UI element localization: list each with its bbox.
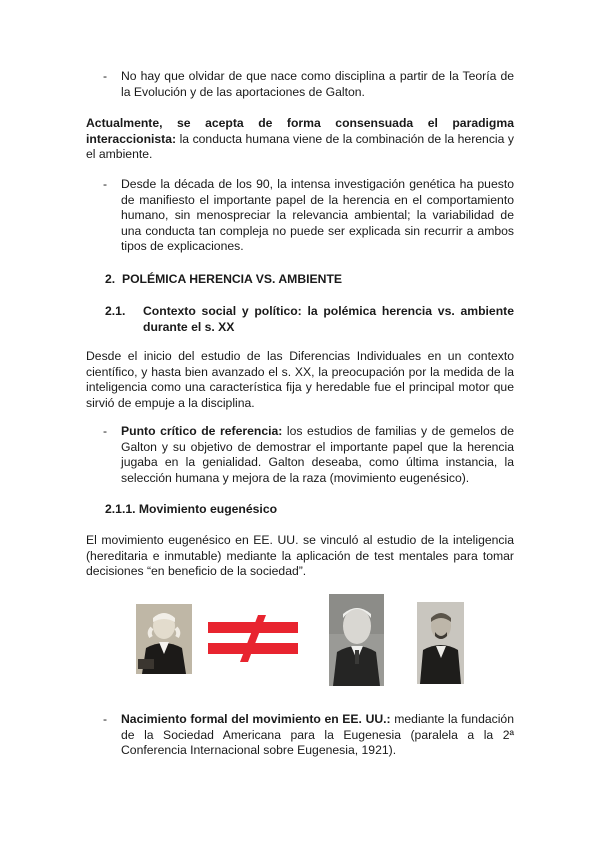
bullet-dash: - [103,424,108,438]
section-heading-2: 2. POLÉMICA HERENCIA VS. AMBIENTE [105,272,343,286]
paragraph-bold-lead: Actualmente, se acepta de forma consensuada el paradigma interaccionista: [86,116,514,146]
bullet-item-genetics: Desde la década de los 90, la intensa investigación genética ha puesto de manifiesto el importante papel de la herencia en el comportamiento humano, sin menospreciar la relevancia ambiental; la variabilidad de una conducta tan compleja no puede ser explicada sin recurrir a ambos tipos de explicaciones. [121,177,514,254]
bullet-item-foundation: Nacimiento formal del movimiento en EE. UU.: mediante la fundación de la Sociedad Americana para la Eugenesia (paralela a la 2ª Conferencia Internacional sobre Eugenesia, 1921). [121,712,514,758]
portrait-left-image [136,604,192,674]
portrait-photo-middle [329,594,384,686]
paragraph-history: Desde el inicio del estudio de las Diferencias Individuales en un contexto científico, y hasta bien avanzado el s. XX, la preocupación por la medida de la inteligencia como una característica fija y heredable fue el principal motor que sirvió de empuje a la disciplina. [86,349,514,410]
portrait-right-image [417,602,464,684]
bullet-dash: - [103,69,108,83]
section-heading-2-1: Contexto social y político: la polémica herencia vs. ambiente durante el s. XX [143,304,514,334]
section-number-2-1: 2.1. [105,304,126,318]
not-equal-sign-graphic [208,615,298,662]
bullet-dash: - [103,712,108,726]
portrait-photo-right [417,602,464,684]
bullet-dash: - [103,177,108,191]
bullet-item-evolution: No hay que olvidar de que nace como disciplina a partir de la Teoría de la Evolución y de las aportaciones de Galton. [121,69,514,99]
paragraph-eugenics-us: El movimiento eugenésico en EE. UU. se vinculó al estudio de la inteligencia (hereditaria e inmutable) mediante la aplicación de test mentales para tomar decisiones “en beneficio de la sociedad”. [86,533,514,579]
paragraph-interactionist: Actualmente, se acepta de forma consensuada el paradigma interaccionista: la conducta humana viene de la combinación de la herencia y el ambiente. [86,116,514,162]
not-equal-sign-icon [208,615,298,662]
section-heading-2-1-1: 2.1.1. Movimiento eugenésico [105,502,278,516]
portrait-middle-image [329,594,384,686]
bullet-item-galton: Punto crítico de referencia: los estudios de familias y de gemelos de Galton y su objetivo de demostrar el importante papel que la herencia jugaba en la genialidad. Galton deseaba, como última instancia, la selección humana y mejora de la raza (movimiento eugenésico). [121,424,514,485]
portrait-photo-left [136,604,192,674]
